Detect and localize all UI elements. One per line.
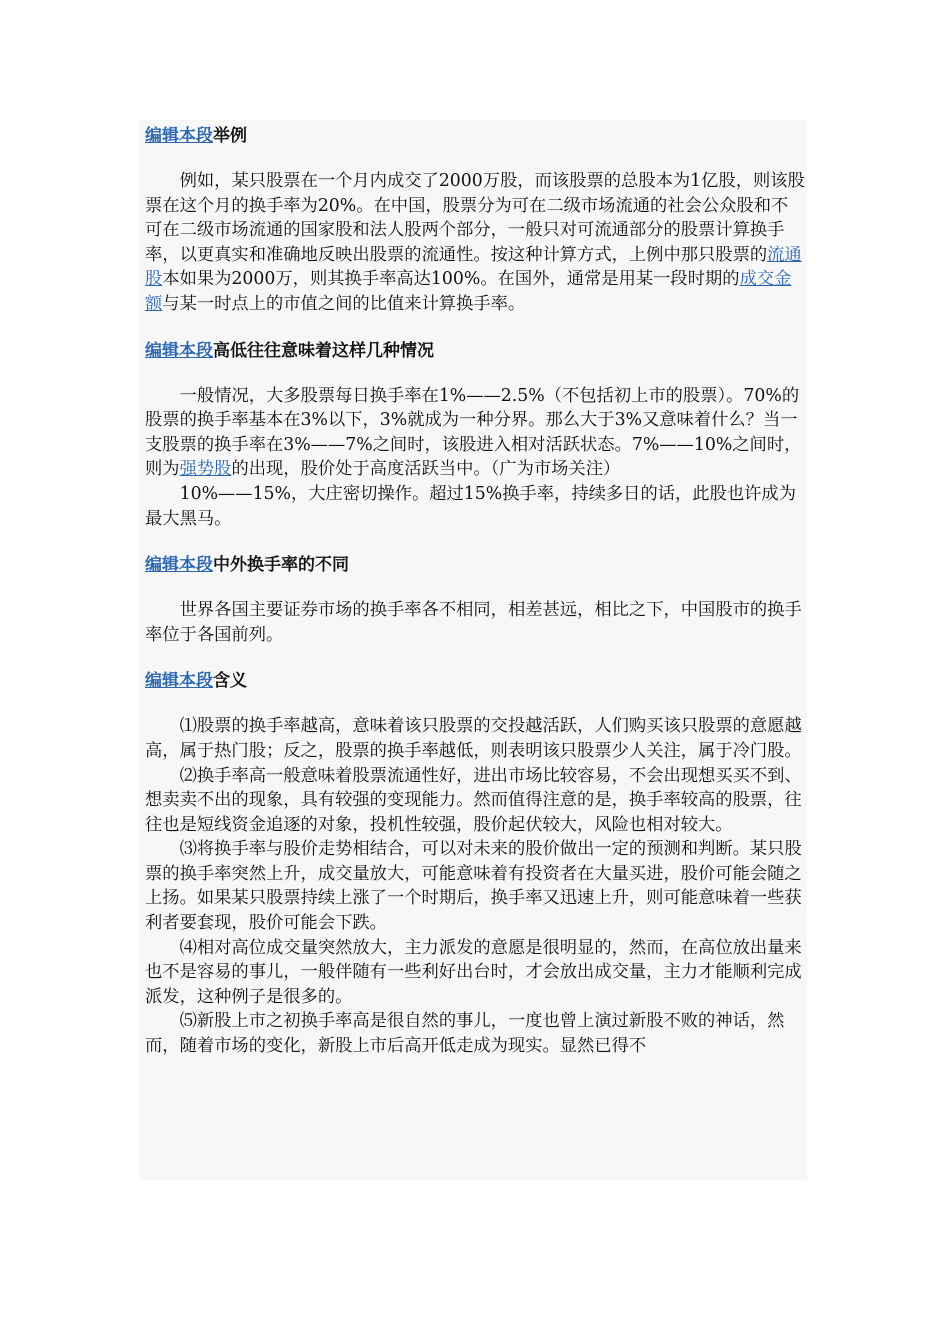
paragraph <box>145 714 805 763</box>
paragraph <box>145 1009 805 1058</box>
section-heading <box>145 339 805 363</box>
term-link[interactable]: 成交金额 <box>145 269 792 314</box>
article-section <box>145 339 805 532</box>
paragraph-text: 的出现，股价处于高度活跃当中。（广为市场关注） <box>231 459 621 480</box>
paragraph <box>145 482 805 531</box>
paragraph <box>145 384 805 482</box>
article-section <box>145 553 805 647</box>
paragraph-text: 本如果为2000万，则其换手率高达100%。在国外，通常是用某一段时期的 <box>162 269 740 290</box>
paragraph-text: 例如，某只股票在一个月内成交了2000万股，而该股票的总股本为1亿股，则该股票在这个月的换手率为20%。在中国，股票分为可在二级市场流通的社会公众股和不可在二级市场流通的国家股和法人股两个部分，一般只对可流通部分的股票计算换手率，以更真实和准确地反映出股票的流通性。按这种计算方式，上例中那只股票的 <box>145 171 805 265</box>
section-heading <box>145 669 805 693</box>
paragraph <box>145 837 805 935</box>
paragraph <box>145 598 805 647</box>
section-title: 中外换手率的不同 <box>213 555 349 576</box>
section-title: 含义 <box>213 671 247 692</box>
paragraph-text: 10%——15%，大庄密切操作。超过15%换手率，持续多日的话，此股也许成为最大黑马。 <box>145 483 796 529</box>
paragraph <box>145 936 805 1010</box>
paragraph-text: 世界各国主要证券市场的换手率各不相同，相差甚远，相比之下，中国股市的换手率位于各国前列。 <box>145 600 802 645</box>
paragraph <box>145 169 805 317</box>
paragraph-text: 一般情况，大多股票每日换手率在1%——2.5%（不包括初上市的股票）。70%的股票的换手率基本在3%以下，3%就成为一种分界。那么大于3%又意味着什么？当一支股票的换手率在3%——7%之间时，该股进入相对活跃状态。7%——10%之间时，则为 <box>145 385 802 480</box>
edit-section-link[interactable]: 编辑本段 <box>145 555 213 576</box>
term-link[interactable]: 流通股 <box>145 244 802 290</box>
paragraph-text: ⑸新股上市之初换手率高是很自然的事儿，一度也曾上演过新股不败的神话，然而，随着市场的变化，新股上市后高开低走成为现实。显然已得不 <box>145 1011 785 1057</box>
section-heading <box>145 553 805 577</box>
edit-section-link[interactable]: 编辑本段 <box>145 340 213 361</box>
term-link[interactable]: 强势股 <box>179 459 232 480</box>
edit-section-link[interactable]: 编辑本段 <box>145 671 213 692</box>
paragraph-text: 与某一时点上的市值之间的比值来计算换手率。 <box>162 293 526 314</box>
paragraph-text: ⑷相对高位成交量突然放大，主力派发的意愿是很明显的，然而，在高位放出量来也不是容易的事儿，一般伴随有一些利好出台时，才会放出成交量，主力才能顺利完成派发，这种例子是很多的。 <box>145 937 802 1007</box>
article-section <box>145 669 805 1058</box>
paragraph-text: ⑶将换手率与股价走势相结合，可以对未来的股价做出一定的预测和判断。某只股票的换手率突然上升，成交量放大，可能意味着有投资者在大量买进，股价可能会随之上扬。如果某只股票持续上涨了一个时期后，换手率又迅速上升，则可能意味着一些获利者要套现，股价可能会下跌。 <box>145 839 802 934</box>
edit-section-link[interactable]: 编辑本段 <box>145 126 213 146</box>
section-gap <box>145 317 805 339</box>
article-body <box>145 124 805 1059</box>
section-gap <box>145 647 805 669</box>
paragraph-text: ⑴股票的换手率越高，意味着该只股票的交投越活跃，人们购买该只股票的意愿越高，属于热门股；反之，股票的换手率越低，则表明该只股票少人关注，属于冷门股。 <box>145 716 802 761</box>
section-heading <box>145 124 805 148</box>
article-section <box>145 124 805 317</box>
paragraph-text: ⑵换手率高一般意味着股票流通性好，进出市场比较容易，不会出现想买买不到、想卖卖不出的现象，具有较强的变现能力。然而值得注意的是，换手率较高的股票，往往也是短线资金追逐的对象，投机性较强，股价起伏较大，风险也相对较大。 <box>145 765 802 835</box>
section-title: 举例 <box>213 126 247 146</box>
section-gap <box>145 531 805 553</box>
paragraph <box>145 764 805 838</box>
section-title: 高低往往意味着这样几种情况 <box>213 340 434 361</box>
